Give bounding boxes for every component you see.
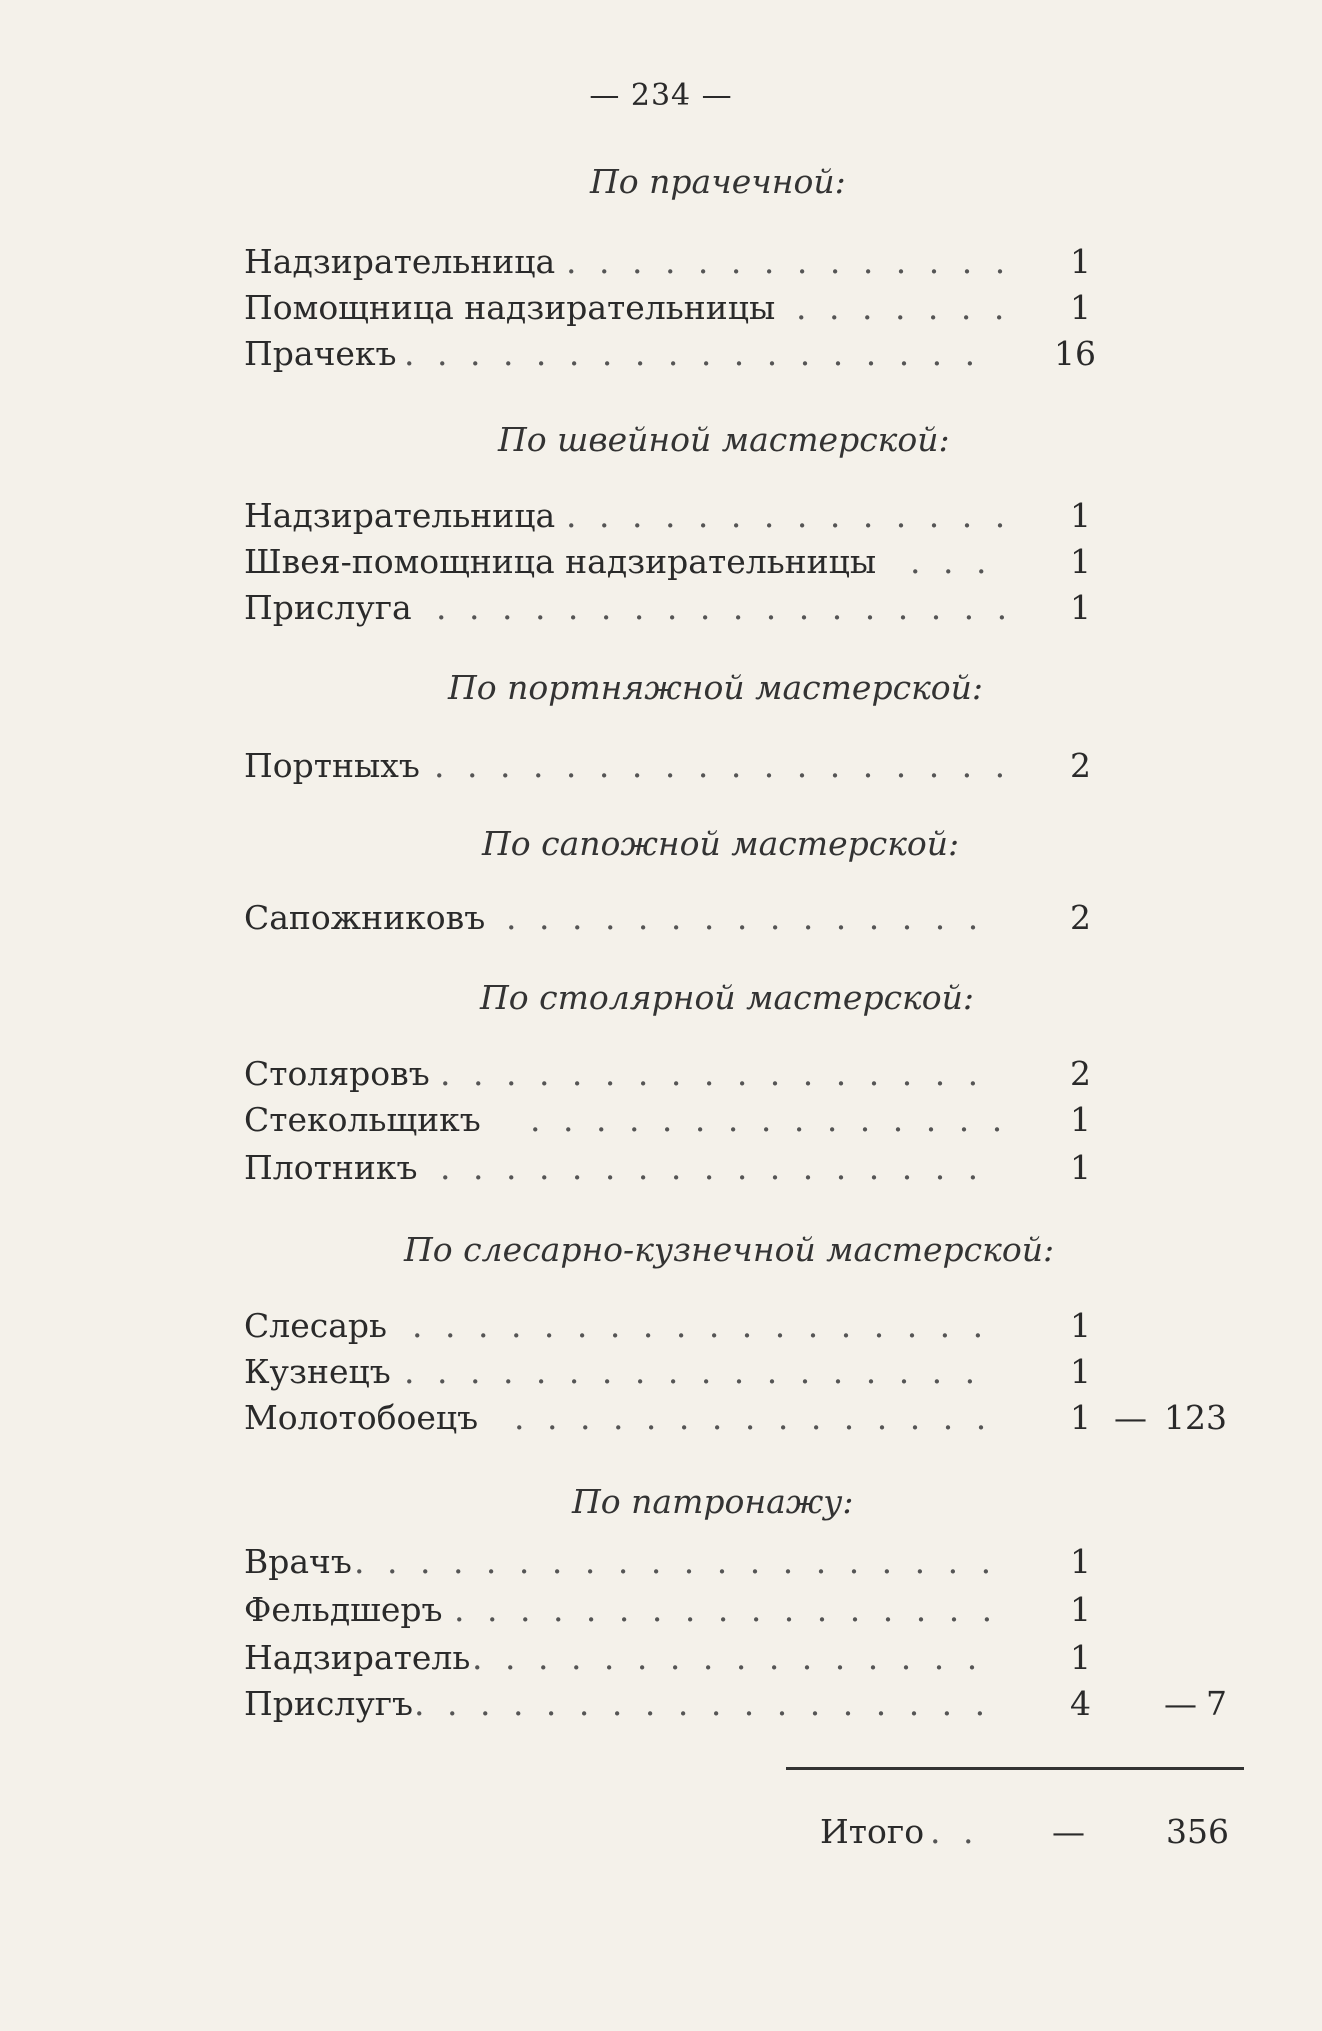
- row-count: 2: [1070, 898, 1091, 937]
- row-label: Помощница надзирательницы: [244, 288, 776, 327]
- table-row: [244, 1352, 1244, 1392]
- leader-dots: . . . . . . . . . . . . . . .: [506, 898, 985, 937]
- leader-dots: . . . . . . . . . . . . . .: [566, 242, 1012, 281]
- row-label: Прислуга: [244, 588, 412, 627]
- leader-dots: . . . . . . . . . . . . . .: [566, 496, 1012, 535]
- table-row: [244, 1398, 1244, 1438]
- row-label: Плотникъ: [244, 1148, 418, 1187]
- leader-dots: . . . . . . . . . . . . . . . . . .: [414, 1684, 992, 1723]
- total-label: Итого: [820, 1812, 925, 1851]
- table-row: [244, 496, 1244, 536]
- row-count: 1: [1070, 1148, 1091, 1187]
- total-rule: [786, 1767, 1244, 1770]
- section-heading-metalwork: По слесарно-кузнечной мастерской:: [404, 1230, 1055, 1269]
- leader-dots: . . . . . . . . . . . . . . .: [514, 1398, 993, 1437]
- section-subtotal: 7: [1206, 1684, 1227, 1723]
- leader-dots: . . . . . . . . . . . . . . . . .: [454, 1590, 999, 1629]
- row-count: 1: [1070, 1542, 1091, 1581]
- section-heading-shoemaking: По сапожной мастерской:: [482, 824, 960, 863]
- table-row: [244, 1054, 1244, 1094]
- leader-dots: . . . . . . . . . . . . . . . . . .: [404, 1352, 982, 1391]
- section-heading-patronage: По патронажу:: [572, 1482, 854, 1521]
- row-label: Слесарь: [244, 1306, 387, 1345]
- table-row: [244, 334, 1244, 374]
- table-row: [244, 242, 1244, 282]
- row-label: Сапожниковъ: [244, 898, 486, 937]
- row-count: 1: [1070, 1590, 1091, 1629]
- row-count: 1: [1070, 496, 1091, 535]
- row-label: Прислугъ: [244, 1684, 414, 1723]
- row-count: 1: [1070, 588, 1091, 627]
- total-leader-dots: . .: [930, 1812, 980, 1851]
- row-count: 4: [1070, 1684, 1091, 1723]
- page-number: — 234 —: [589, 78, 733, 113]
- table-row: [244, 1306, 1244, 1346]
- row-label: Швея-помощница надзирательницы: [244, 542, 877, 581]
- table-row: [244, 588, 1244, 628]
- leader-dots: . . . . . . .: [796, 288, 1011, 327]
- row-count: 2: [1070, 1054, 1091, 1093]
- section-heading-tailoring: По портняжной мастерской:: [448, 668, 984, 707]
- section-heading-joinery: По столярной мастерской:: [480, 978, 975, 1017]
- total-dash: —: [1052, 1812, 1085, 1851]
- leader-dots: . . . . . . . . . . . . . . . . . .: [404, 334, 982, 373]
- row-count: 1: [1070, 1100, 1091, 1139]
- subtotal-dash: —: [1164, 1684, 1197, 1723]
- row-label: Столяровъ: [244, 1054, 430, 1093]
- row-label: Надзиратель: [244, 1638, 471, 1677]
- leader-dots: . . . . . . . . . . . . . . .: [530, 1100, 1009, 1139]
- row-count: 1: [1070, 288, 1091, 327]
- leader-dots: . . . . . . . . . . . . . . . . .: [440, 1148, 985, 1187]
- table-row: [244, 1590, 1244, 1630]
- row-count: 1: [1070, 1306, 1091, 1345]
- section-subtotal: 123: [1164, 1398, 1227, 1437]
- table-row: [244, 1100, 1244, 1140]
- row-count: 1: [1070, 1638, 1091, 1677]
- section-heading-laundry: По прачечной:: [590, 162, 846, 201]
- leader-dots: . . . . . . . . . . . . . . . . . . . .: [354, 1542, 998, 1581]
- row-count: 16: [1054, 334, 1096, 373]
- leader-dots: . . . . . . . . . . . . . . . . . .: [436, 588, 1014, 627]
- table-row: [244, 542, 1244, 582]
- row-label: Молотобоецъ: [244, 1398, 479, 1437]
- leader-dots: . . . . . . . . . . . . . . . . . .: [434, 746, 1012, 785]
- leader-dots: . . .: [910, 542, 993, 581]
- row-label: Врачъ: [244, 1542, 352, 1581]
- leader-dots: . . . . . . . . . . . . . . . .: [472, 1638, 984, 1677]
- subtotal-dash: —: [1114, 1398, 1147, 1437]
- row-count: 1: [1070, 542, 1091, 581]
- table-row: [244, 288, 1244, 328]
- row-count: 1: [1070, 1352, 1091, 1391]
- table-row: [244, 1638, 1244, 1678]
- leader-dots: . . . . . . . . . . . . . . . . .: [440, 1054, 985, 1093]
- table-row: [244, 898, 1244, 938]
- table-row: [244, 1684, 1244, 1724]
- leader-dots: . . . . . . . . . . . . . . . . . .: [412, 1306, 990, 1345]
- row-count: 1: [1070, 242, 1091, 281]
- section-heading-sewing: По швейной мастерской:: [498, 420, 950, 459]
- row-label: Кузнецъ: [244, 1352, 391, 1391]
- row-count: 1: [1070, 1398, 1091, 1437]
- table-row: [244, 1148, 1244, 1188]
- row-label: Прачекъ: [244, 334, 397, 373]
- total-value: 356: [1166, 1812, 1229, 1851]
- row-label: Надзирательница: [244, 242, 556, 281]
- row-label: Фельдшеръ: [244, 1590, 443, 1629]
- table-row: [244, 746, 1244, 786]
- row-label: Портныхъ: [244, 746, 420, 785]
- table-row: [244, 1542, 1244, 1582]
- row-label: Стекольщикъ: [244, 1100, 481, 1139]
- row-count: 2: [1070, 746, 1091, 785]
- row-label: Надзирательница: [244, 496, 556, 535]
